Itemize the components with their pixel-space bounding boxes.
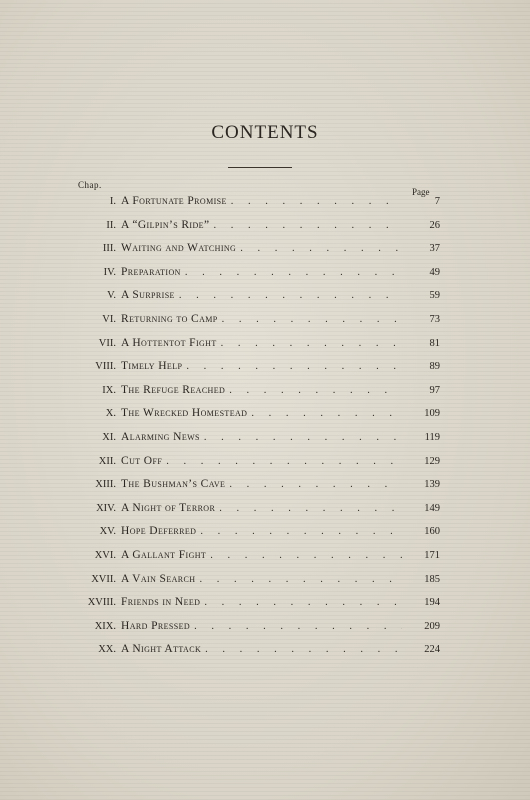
dot-leader [194,621,402,632]
chapter-title: A Night of Terror [121,501,216,514]
page-number: 26 [429,219,440,231]
toc-entry [40,502,440,526]
toc-entry [40,549,440,573]
chapter-title: A Surprise [121,289,175,302]
page-number: 7 [434,196,440,207]
page-number: 194 [424,597,440,609]
toc-entry [40,219,440,243]
chapter-title: The Refuge Reached [121,383,226,396]
chapter-number: VII. [98,337,116,349]
chapter-number: XX. [98,644,116,656]
dot-leader [222,314,402,325]
toc-entry [40,384,440,408]
chapter-column-label: Chap. [78,180,102,190]
chapter-number: X. [105,408,116,420]
chapter-title: Waiting and Watching [121,242,237,255]
dot-leader [221,338,402,349]
dot-leader [240,243,402,254]
chapter-number: XIV. [96,502,116,514]
chapter-title: A Fortunate Promise [121,195,227,207]
chapter-number: IV. [103,266,116,278]
chapter-title: The Bushman’s Cave [121,478,226,491]
page-title: CONTENTS [211,122,319,143]
dot-leader [185,267,402,278]
toc-entry [40,455,440,479]
chapter-title: A “Gilpin’s Ride” [121,218,210,231]
page-number: 73 [429,313,440,325]
chapter-title: Alarming News [121,430,200,443]
page-number: 149 [424,502,440,514]
dot-leader [213,220,402,231]
chapter-number: XV. [99,526,116,538]
page-number: 81 [429,337,440,349]
page-number: 224 [424,644,440,656]
chapter-title: Preparation [121,265,181,278]
chapter-number: XI. [102,431,116,443]
page-number: 129 [424,455,440,467]
chapter-number: III. [102,243,116,255]
page-number: 185 [424,573,440,585]
toc-entry [40,643,440,667]
dot-leader [205,644,402,655]
dot-leader [204,432,402,443]
toc-entry [40,242,440,266]
page-number: 160 [424,526,440,538]
dot-leader [229,385,402,396]
dot-leader [229,479,402,490]
page-number: 209 [424,620,440,632]
chapter-title: Cut Off [121,454,163,467]
toc-entry [40,289,440,313]
toc-entry [40,266,440,290]
chapter-number: IX. [102,384,116,396]
toc-entry [40,596,440,620]
toc-entry [40,407,440,431]
dot-leader [251,408,402,419]
chapter-title: Timely Help [121,360,183,373]
chapter-number: XVI. [94,549,116,561]
title-rule [228,167,292,168]
toc-entry [40,573,440,597]
page-number: 109 [424,408,440,420]
chapter-title: A Gallant Fight [121,548,207,561]
toc-entry [40,195,440,219]
dot-leader [204,597,402,608]
chapter-number: V. [107,290,116,302]
chapter-number: XII. [98,455,116,467]
dot-leader [199,574,402,585]
chapter-title: The Wrecked Homestead [121,407,248,420]
toc-entry [40,525,440,549]
page-number: 97 [429,384,440,396]
chapter-title: Hope Deferred [121,525,197,538]
chapter-number: XIX. [94,620,116,632]
chapter-title: A Night Attack [121,643,202,656]
toc-entry [40,337,440,361]
page-number: 171 [424,549,440,561]
chapter-number: II. [106,219,116,231]
page-number: 89 [429,361,440,373]
chapter-title: A Hottentot Fight [121,336,217,349]
page-number: 49 [429,266,440,278]
toc-entry [40,478,440,502]
chapter-number: I. [109,196,116,207]
chapter-title: A Vain Search [121,572,196,585]
dot-leader [179,290,402,301]
chapter-number: XIII. [95,479,116,491]
chapter-number: VI. [102,313,116,325]
page-number: 37 [429,243,440,255]
dot-leader [231,196,402,207]
page-column-label: Page [412,187,430,197]
dot-leader [166,456,402,467]
dot-leader [200,526,402,537]
dot-leader [186,361,402,372]
chapter-title: Friends in Need [121,596,201,609]
chapter-number: VIII. [95,361,116,373]
toc-entry [40,313,440,337]
chapter-title: Hard Pressed [121,619,191,632]
dot-leader [219,503,402,514]
chapter-number: XVIII. [87,597,116,609]
chapter-number: XVII. [91,573,116,585]
toc-entry [40,360,440,384]
dot-leader [210,550,402,561]
toc-entry [40,431,440,455]
page-number: 59 [429,290,440,302]
chapter-title: Returning to Camp [121,312,218,325]
table-of-contents [40,195,440,667]
toc-entry [40,620,440,644]
page-number: 139 [424,479,440,491]
page-number: 119 [424,431,440,443]
